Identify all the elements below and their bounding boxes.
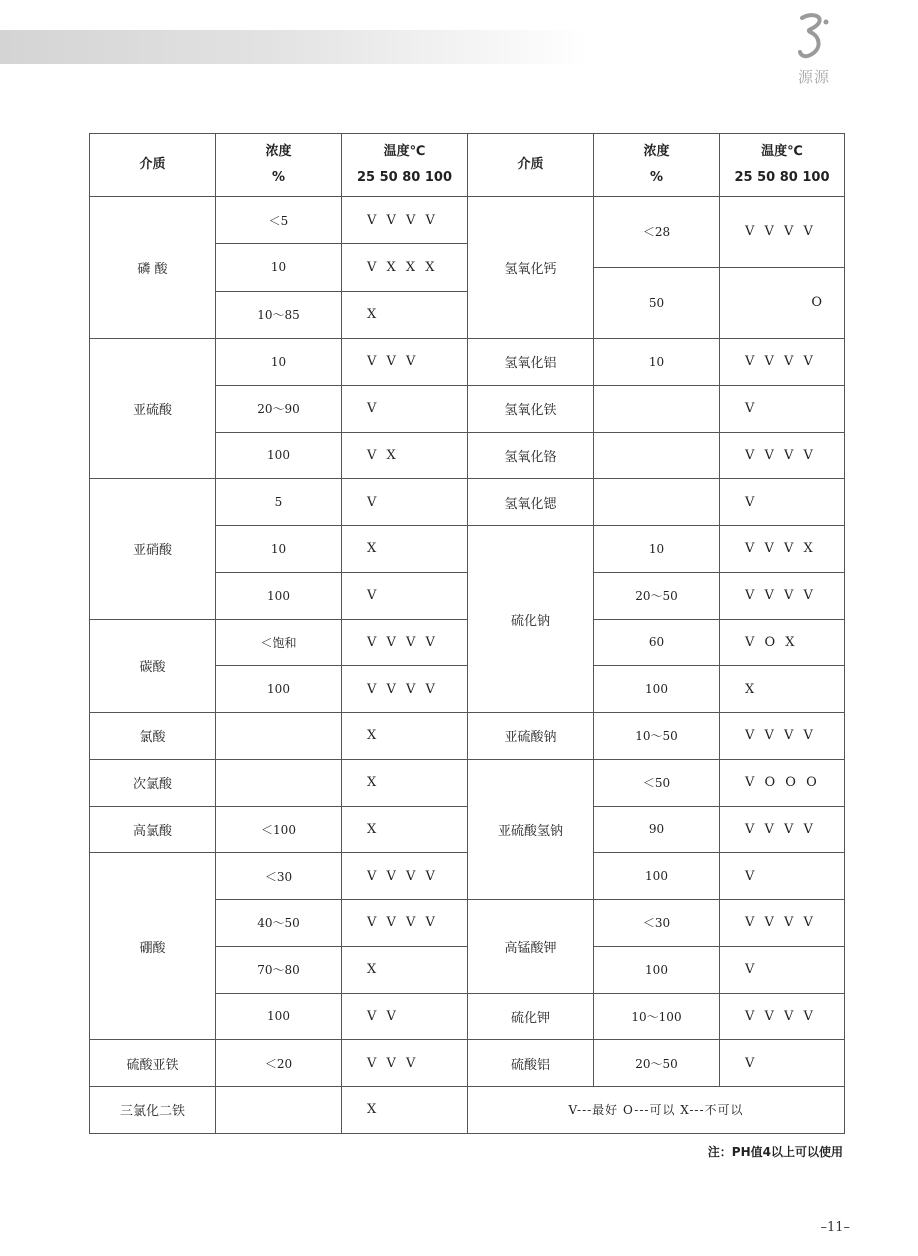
medium-name: 亚硝酸 bbox=[90, 479, 216, 619]
rating-cell: V V V V bbox=[720, 713, 845, 760]
concentration-cell bbox=[216, 759, 342, 806]
rating-cell: V V V V bbox=[342, 853, 468, 900]
rating-legend: V---最好 O---可以 X---不可以 bbox=[468, 1087, 845, 1134]
rating-cell: X bbox=[342, 526, 468, 573]
medium-name: 亚硫酸 bbox=[90, 339, 216, 479]
brand-logo-text: 源源 bbox=[797, 68, 830, 86]
table-row bbox=[90, 713, 845, 760]
concentration-cell: 20～50 bbox=[594, 572, 720, 619]
rating-cell: V V V V bbox=[720, 432, 845, 479]
concentration-cell: 100 bbox=[594, 666, 720, 713]
header-medium: 介质 bbox=[468, 134, 594, 197]
concentration-cell bbox=[216, 1087, 342, 1134]
concentration-cell: ＜20 bbox=[216, 1040, 342, 1087]
concentration-cell: ＜30 bbox=[594, 900, 720, 947]
rating-cell: V bbox=[342, 479, 468, 526]
table-row bbox=[90, 806, 845, 853]
header-temperature: 温度℃ 25 50 80 100 bbox=[720, 134, 845, 197]
concentration-cell: ＜50 bbox=[594, 759, 720, 806]
table-row bbox=[90, 1040, 845, 1087]
concentration-cell: 60 bbox=[594, 619, 720, 666]
medium-name: 氢氧化锶 bbox=[468, 479, 594, 526]
concentration-cell: 5 bbox=[216, 479, 342, 526]
concentration-cell: ＜5 bbox=[216, 197, 342, 244]
brand-logo bbox=[784, 10, 844, 88]
table-row bbox=[90, 619, 845, 666]
concentration-cell: 70～80 bbox=[216, 946, 342, 993]
rating-cell: V V V X bbox=[720, 526, 845, 573]
rating-cell: X bbox=[342, 806, 468, 853]
medium-name: 高锰酸钾 bbox=[468, 900, 594, 994]
rating-cell: V V V V bbox=[342, 197, 468, 244]
rating-cell: V bbox=[720, 853, 845, 900]
rating-cell: X bbox=[342, 759, 468, 806]
concentration-cell: 90 bbox=[594, 806, 720, 853]
concentration-cell: ＜28 50 bbox=[594, 197, 720, 339]
rating-cell: V V V V bbox=[342, 900, 468, 947]
medium-name: 氢氧化铬 bbox=[468, 432, 594, 479]
concentration-cell: 10 bbox=[216, 526, 342, 573]
concentration-cell: 40～50 bbox=[216, 900, 342, 947]
table-row bbox=[90, 1087, 845, 1134]
rating-cell: V O O O bbox=[720, 759, 845, 806]
rating-cell: V bbox=[720, 479, 845, 526]
concentration-cell: 10 bbox=[216, 244, 342, 291]
table-row bbox=[90, 197, 845, 244]
rating-cell: V O X bbox=[720, 619, 845, 666]
rating-cell: V bbox=[720, 946, 845, 993]
medium-name: 氢氧化钙 bbox=[468, 197, 594, 339]
concentration-cell: 10 bbox=[216, 339, 342, 386]
rating-cell: X bbox=[342, 713, 468, 760]
rating-cell: V bbox=[720, 1040, 845, 1087]
medium-name: 次氯酸 bbox=[90, 759, 216, 806]
brand-swirl-icon bbox=[796, 10, 832, 62]
rating-cell: V V V V O bbox=[720, 197, 845, 339]
rating-cell: V V V V bbox=[342, 666, 468, 713]
table-row bbox=[90, 479, 845, 526]
concentration-cell: 10～50 bbox=[594, 713, 720, 760]
concentration-cell: 20～50 bbox=[594, 1040, 720, 1087]
header-temperature: 温度℃ 25 50 80 100 bbox=[342, 134, 468, 197]
rating-cell: X bbox=[720, 666, 845, 713]
footnote: 注：PH值4以上可以使用 bbox=[707, 1145, 843, 1159]
concentration-cell bbox=[594, 432, 720, 479]
concentration-cell: 100 bbox=[594, 946, 720, 993]
medium-name: 硫酸亚铁 bbox=[90, 1040, 216, 1087]
medium-name: 亚硫酸氢钠 bbox=[468, 759, 594, 899]
medium-name: 氢氧化铁 bbox=[468, 385, 594, 432]
medium-name: 硼酸 bbox=[90, 853, 216, 1040]
rating-cell: V V V V bbox=[720, 900, 845, 947]
concentration-cell bbox=[594, 385, 720, 432]
rating-cell: V V V V bbox=[720, 339, 845, 386]
concentration-cell: ＜100 bbox=[216, 806, 342, 853]
rating-cell: V X bbox=[342, 432, 468, 479]
concentration-cell: 10 bbox=[594, 339, 720, 386]
concentration-cell bbox=[594, 479, 720, 526]
concentration-cell: 100 bbox=[216, 993, 342, 1040]
table-header-row bbox=[90, 134, 845, 197]
medium-name: 碳酸 bbox=[90, 619, 216, 713]
medium-name: 氯酸 bbox=[90, 713, 216, 760]
table-row bbox=[90, 853, 845, 900]
header-medium: 介质 bbox=[90, 134, 216, 197]
concentration-cell: 10～85 bbox=[216, 291, 342, 338]
medium-name: 氢氧化铝 bbox=[468, 339, 594, 386]
concentration-cell: ＜30 bbox=[216, 853, 342, 900]
concentration-cell: 100 bbox=[594, 853, 720, 900]
header-concentration: 浓度 % bbox=[594, 134, 720, 197]
rating-cell: V X X X bbox=[342, 244, 468, 291]
rating-cell: V V bbox=[342, 993, 468, 1040]
page-number: –11– bbox=[820, 1220, 850, 1235]
table-row bbox=[90, 759, 845, 806]
rating-cell: X bbox=[342, 946, 468, 993]
table-row bbox=[90, 339, 845, 386]
rating-cell: V V V V bbox=[720, 993, 845, 1040]
medium-name: 硫化钾 bbox=[468, 993, 594, 1040]
concentration-cell: 10 bbox=[594, 526, 720, 573]
concentration-cell: 100 bbox=[216, 666, 342, 713]
header-gradient-bar bbox=[0, 30, 590, 64]
rating-cell: V V V bbox=[342, 1040, 468, 1087]
concentration-cell bbox=[216, 713, 342, 760]
medium-name: 硫化钠 bbox=[468, 526, 594, 713]
medium-name: 硫酸铝 bbox=[468, 1040, 594, 1087]
concentration-cell: 10～100 bbox=[594, 993, 720, 1040]
medium-name: 高氯酸 bbox=[90, 806, 216, 853]
concentration-cell: 100 bbox=[216, 432, 342, 479]
medium-name: 三氯化二铁 bbox=[90, 1087, 216, 1134]
rating-cell: X bbox=[342, 291, 468, 338]
rating-cell: V V V bbox=[342, 339, 468, 386]
rating-cell: X bbox=[342, 1087, 468, 1134]
rating-cell: V V V V bbox=[342, 619, 468, 666]
rating-cell: V V V V bbox=[720, 572, 845, 619]
header-concentration: 浓度 % bbox=[216, 134, 342, 197]
concentration-cell: 20～90 bbox=[216, 385, 342, 432]
concentration-cell: 100 bbox=[216, 572, 342, 619]
rating-cell: V bbox=[342, 385, 468, 432]
rating-cell: V bbox=[720, 385, 845, 432]
medium-name: 亚硫酸钠 bbox=[468, 713, 594, 760]
rating-cell: V V V V bbox=[720, 806, 845, 853]
compatibility-table bbox=[89, 133, 845, 1134]
concentration-cell: ＜饱和 bbox=[216, 619, 342, 666]
medium-name: 磷 酸 bbox=[90, 197, 216, 339]
rating-cell: V bbox=[342, 572, 468, 619]
